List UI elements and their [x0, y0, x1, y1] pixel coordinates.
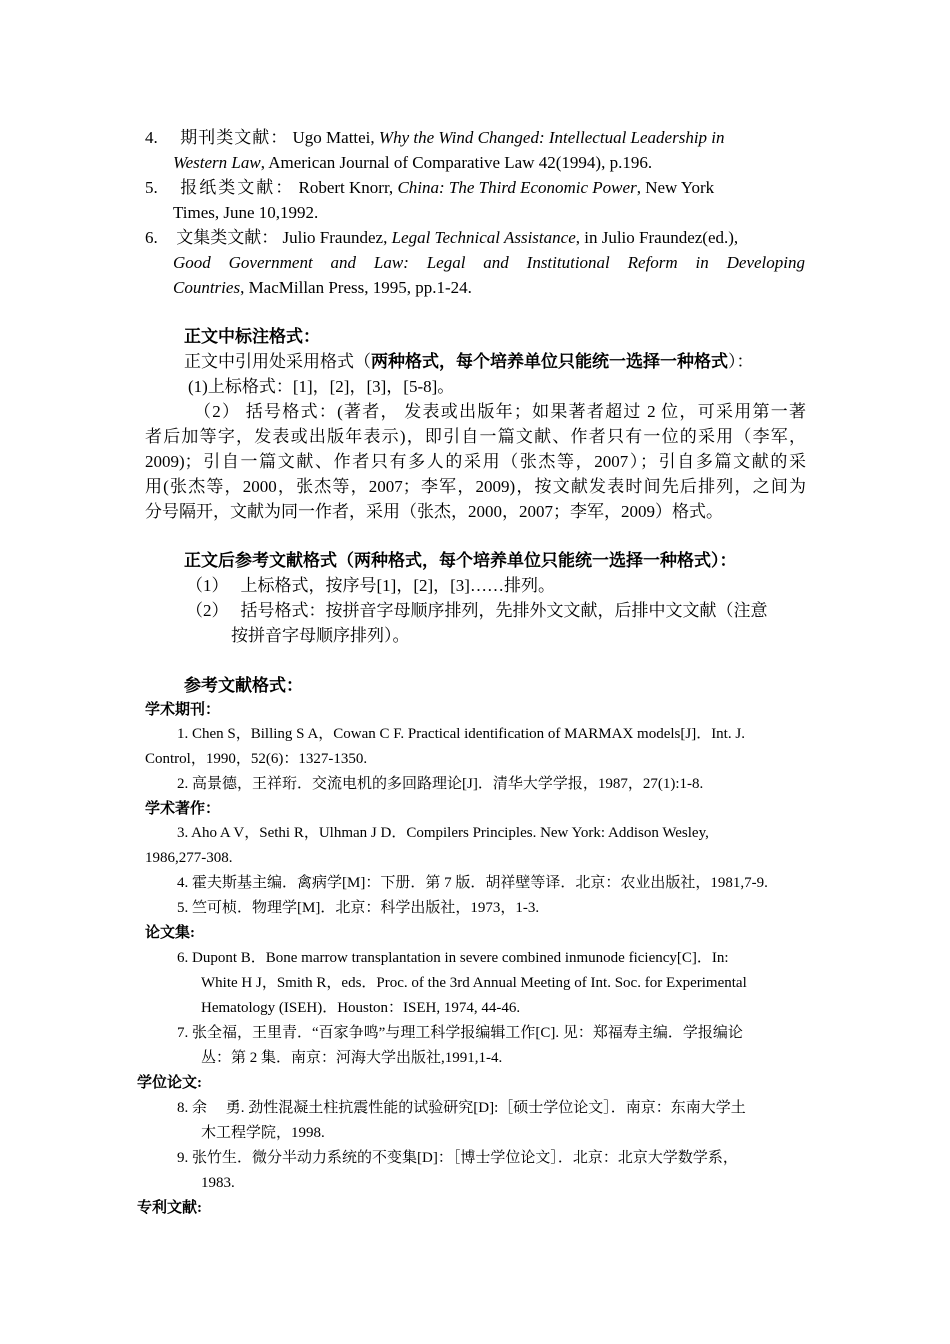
patent-heading: 专利文献: [137, 1200, 202, 1216]
ref-6-line2 [173, 250, 805, 275]
journal-ref-1-line2: Control，1990，52(6)：1327-1350. [145, 751, 368, 767]
ref-4-line2 [173, 150, 652, 175]
book-heading: 学术著作： [145, 801, 221, 817]
in-text-item-1: (1)上标格式：[1]，[2]，[3]，[5-8]。 [188, 377, 455, 396]
ref-4-title: Why the Wind Changed: Intellectual Leadership in [378, 128, 725, 147]
thesis-ref-9-line1: 9. 张竹生．微分半动力系统的不变集[D]：［博士学位论文］．北京：北京大学数学系， [177, 1150, 738, 1166]
ref-6-author: Julio Fraundez, [282, 228, 392, 247]
post-text-item-1-text: 上标格式，按序号[1]，[2]，[3]……排列。 [240, 576, 555, 595]
ref-6-book-title-cont: Countries [173, 278, 241, 297]
ref-5-rest-cont: Times, June 10,1992. [173, 203, 319, 222]
journal-ref-1-line1: 1. Chen S，Billing S A，Cowan C F. Practical identification of MARMAX models[J]．Int. J. [177, 726, 745, 742]
ref-6-line1 [145, 225, 805, 250]
ref-5-rest: , New York [636, 178, 715, 197]
proc-ref-6-line2: White H J，Smith R，eds．Proc. of the 3rd Annual Meeting of Int. Soc. for Experimental [201, 975, 747, 991]
proc-ref-7-line2: 丛：第 2 集．南京：河海大学出版社,1991,1-4. [201, 1050, 503, 1066]
post-text-item-1 [186, 573, 555, 598]
in-text-item-2-line3: 2009)；引自一篇文献、作者只有多人的采用（张杰等，2007）；引自多篇文献的采 [145, 452, 806, 471]
post-text-item-2-line1 [186, 598, 806, 623]
in-text-item-2-line1: （2） 括号格式：(著者， 发表或出版年；如果著者超过 2 位，可采用第一著 [194, 402, 806, 421]
post-text-item-1-number: （1） [186, 576, 229, 595]
in-text-item-2-line2: 者后加等字，发表或出版年表示)，即引自一篇文献、作者只有一位的采用（李军， [145, 427, 806, 446]
ref-6-line3 [173, 275, 472, 300]
ref-4-rest: , American Journal of Comparative Law 42(1994), p.196. [260, 153, 653, 172]
journal-heading: 学术期刊： [145, 702, 221, 718]
in-text-intro-bold: 两种格式，每个培养单位只能统一选择一种格式 [371, 352, 728, 371]
in-text-item-2-line4: 用(张杰等，2000，张杰等，2007；李军，2009)，按文献发表时间先后排列，之间为 [145, 477, 806, 496]
proc-ref-7-line1: 7. 张全福，王里青．“百家争鸣”与理工科学报编辑工作[C]. 见：郑福寿主编．学报编论 [177, 1025, 743, 1041]
journal-ref-2: 2. 高景德，王祥珩．交流电机的多回路理论[J]．清华大学学报，1987，27(1):1-8. [177, 776, 704, 792]
ref-4-number: 4. [145, 128, 158, 147]
post-text-item-2-number: （2） [186, 601, 229, 620]
ref-6-label: 文集类文献： [176, 228, 279, 247]
ref-5-number: 5. [145, 178, 158, 197]
ref-5-label: 报纸类文献： [180, 178, 295, 197]
ref-6-rest: , in Julio Fraundez(ed.), [575, 228, 739, 247]
post-text-item-2-text: 括号格式：按拼音字母顺序排列，先排外文文献，后排中文文献（注意 [240, 601, 768, 620]
ref-4-title-cont: Western Law [173, 153, 261, 172]
ref-5-title: China: The Third Economic Power [397, 178, 637, 197]
thesis-ref-9-line2: 1983. [201, 1175, 235, 1191]
ref-5-line2 [173, 200, 318, 225]
in-text-heading: 正文中标注格式： [184, 327, 320, 346]
in-text-intro [184, 349, 754, 374]
ref-4-label: 期刊类文献： [180, 128, 289, 147]
in-text-intro-a: 正文中引用处采用格式（ [184, 352, 371, 371]
proceedings-heading: 论文集: [145, 925, 195, 941]
proc-ref-6-line3: Hematology (ISEH)．Houston：ISEH, 1974, 44-46. [201, 1000, 521, 1016]
proc-ref-6-line1: 6. Dupont B．Bone marrow transplantation in severe combined inmunode ficiency[C]．In: [177, 950, 729, 966]
ref-6-rest-cont: , MacMillan Press, 1995, pp.1-24. [240, 278, 472, 297]
in-text-intro-c: ）： [728, 352, 754, 371]
book-ref-5: 5. 竺可桢．物理学[M]．北京：科学出版社，1973，1-3. [177, 900, 540, 916]
book-ref-4: 4. 霍夫斯基主编．禽病学[M]：下册．第 7 版．胡祥壁等译．北京：农业出版社，1981,7-9. [177, 875, 768, 891]
ref-4-line1 [145, 125, 805, 150]
thesis-ref-8-line1: 8. 余 勇. 劲性混凝土柱抗震性能的试验研究[D]:［硕士学位论文］．南京：东南大学土 [177, 1100, 746, 1116]
ref-6-book-title: Good Government and Law: Legal and Institutional Reform in Developing [173, 253, 805, 272]
thesis-heading: 学位论文: [137, 1075, 202, 1091]
in-text-item-2-line5: 分号隔开，文献为同一作者，采用（张杰，2000，2007；李军，2009）格式。 [145, 502, 723, 521]
book-ref-3-line1: 3. Aho A V，Sethi R，Ulhman J D．Compilers Principles. New York: Addison Wesley, [177, 825, 709, 841]
ref-5-author: Robert Knorr, [298, 178, 398, 197]
ref-format-heading: 参考文献格式： [184, 676, 303, 695]
thesis-ref-8-line2: 木工程学院，1998. [201, 1125, 325, 1141]
book-ref-3-line2: 1986,277-308. [145, 850, 233, 866]
ref-6-number: 6. [145, 228, 158, 247]
ref-5-line1 [145, 175, 805, 200]
ref-4-author: Ugo Mattei, [292, 128, 379, 147]
post-text-heading: 正文后参考文献格式（两种格式，每个培养单位只能统一选择一种格式）： [184, 551, 737, 570]
post-text-item-2-line2: 按拼音字母顺序排列）。 [231, 626, 410, 645]
ref-6-title: Legal Technical Assistance [391, 228, 576, 247]
